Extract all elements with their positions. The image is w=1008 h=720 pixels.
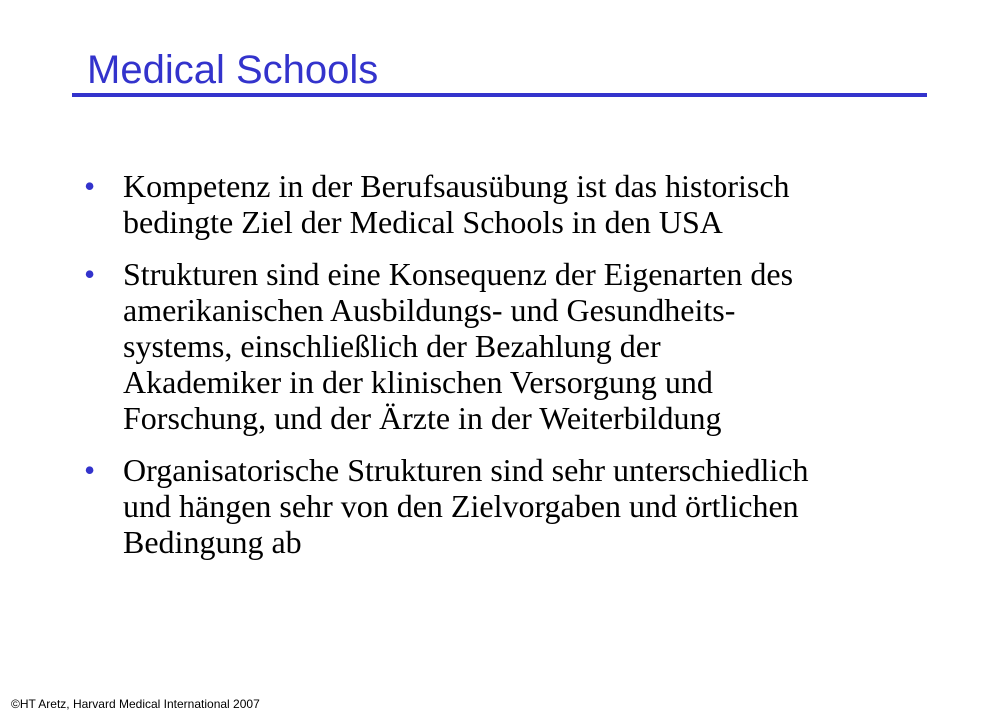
bullet-item xyxy=(84,168,944,240)
title-underline xyxy=(72,93,927,97)
bullet-list xyxy=(84,168,944,576)
bullet-line: und hängen sehr von den Zielvorgaben und örtlichen xyxy=(123,488,799,524)
bullet-item xyxy=(84,452,944,560)
bullet-dot-icon: • xyxy=(84,168,96,204)
bullet-line: Bedingung ab xyxy=(123,524,302,560)
bullet-line: Forschung, und der Ärzte in der Weiterbildung xyxy=(123,400,722,436)
bullet-line: Organisatorische Strukturen sind sehr unterschiedlich xyxy=(123,452,809,488)
bullet-line: amerikanischen Ausbildungs- und Gesundheits- xyxy=(123,292,736,328)
bullet-line: Akademiker in der klinischen Versorgung und xyxy=(123,364,713,400)
bullet-dot-icon: • xyxy=(84,452,96,488)
bullet-line: systems, einschließlich der Bezahlung der xyxy=(123,328,661,364)
bullet-item xyxy=(84,256,944,436)
bullet-line: Strukturen sind eine Konsequenz der Eigenarten des xyxy=(123,256,794,292)
bullet-line: Kompetenz in der Berufsausübung ist das historisch xyxy=(123,168,790,204)
copyright-footer: ©HT Aretz, Harvard Medical International 2007 xyxy=(11,697,260,711)
bullet-line: bedingte Ziel der Medical Schools in den USA xyxy=(123,204,723,240)
slide-title: Medical Schools xyxy=(87,48,379,92)
bullet-dot-icon: • xyxy=(84,256,96,292)
